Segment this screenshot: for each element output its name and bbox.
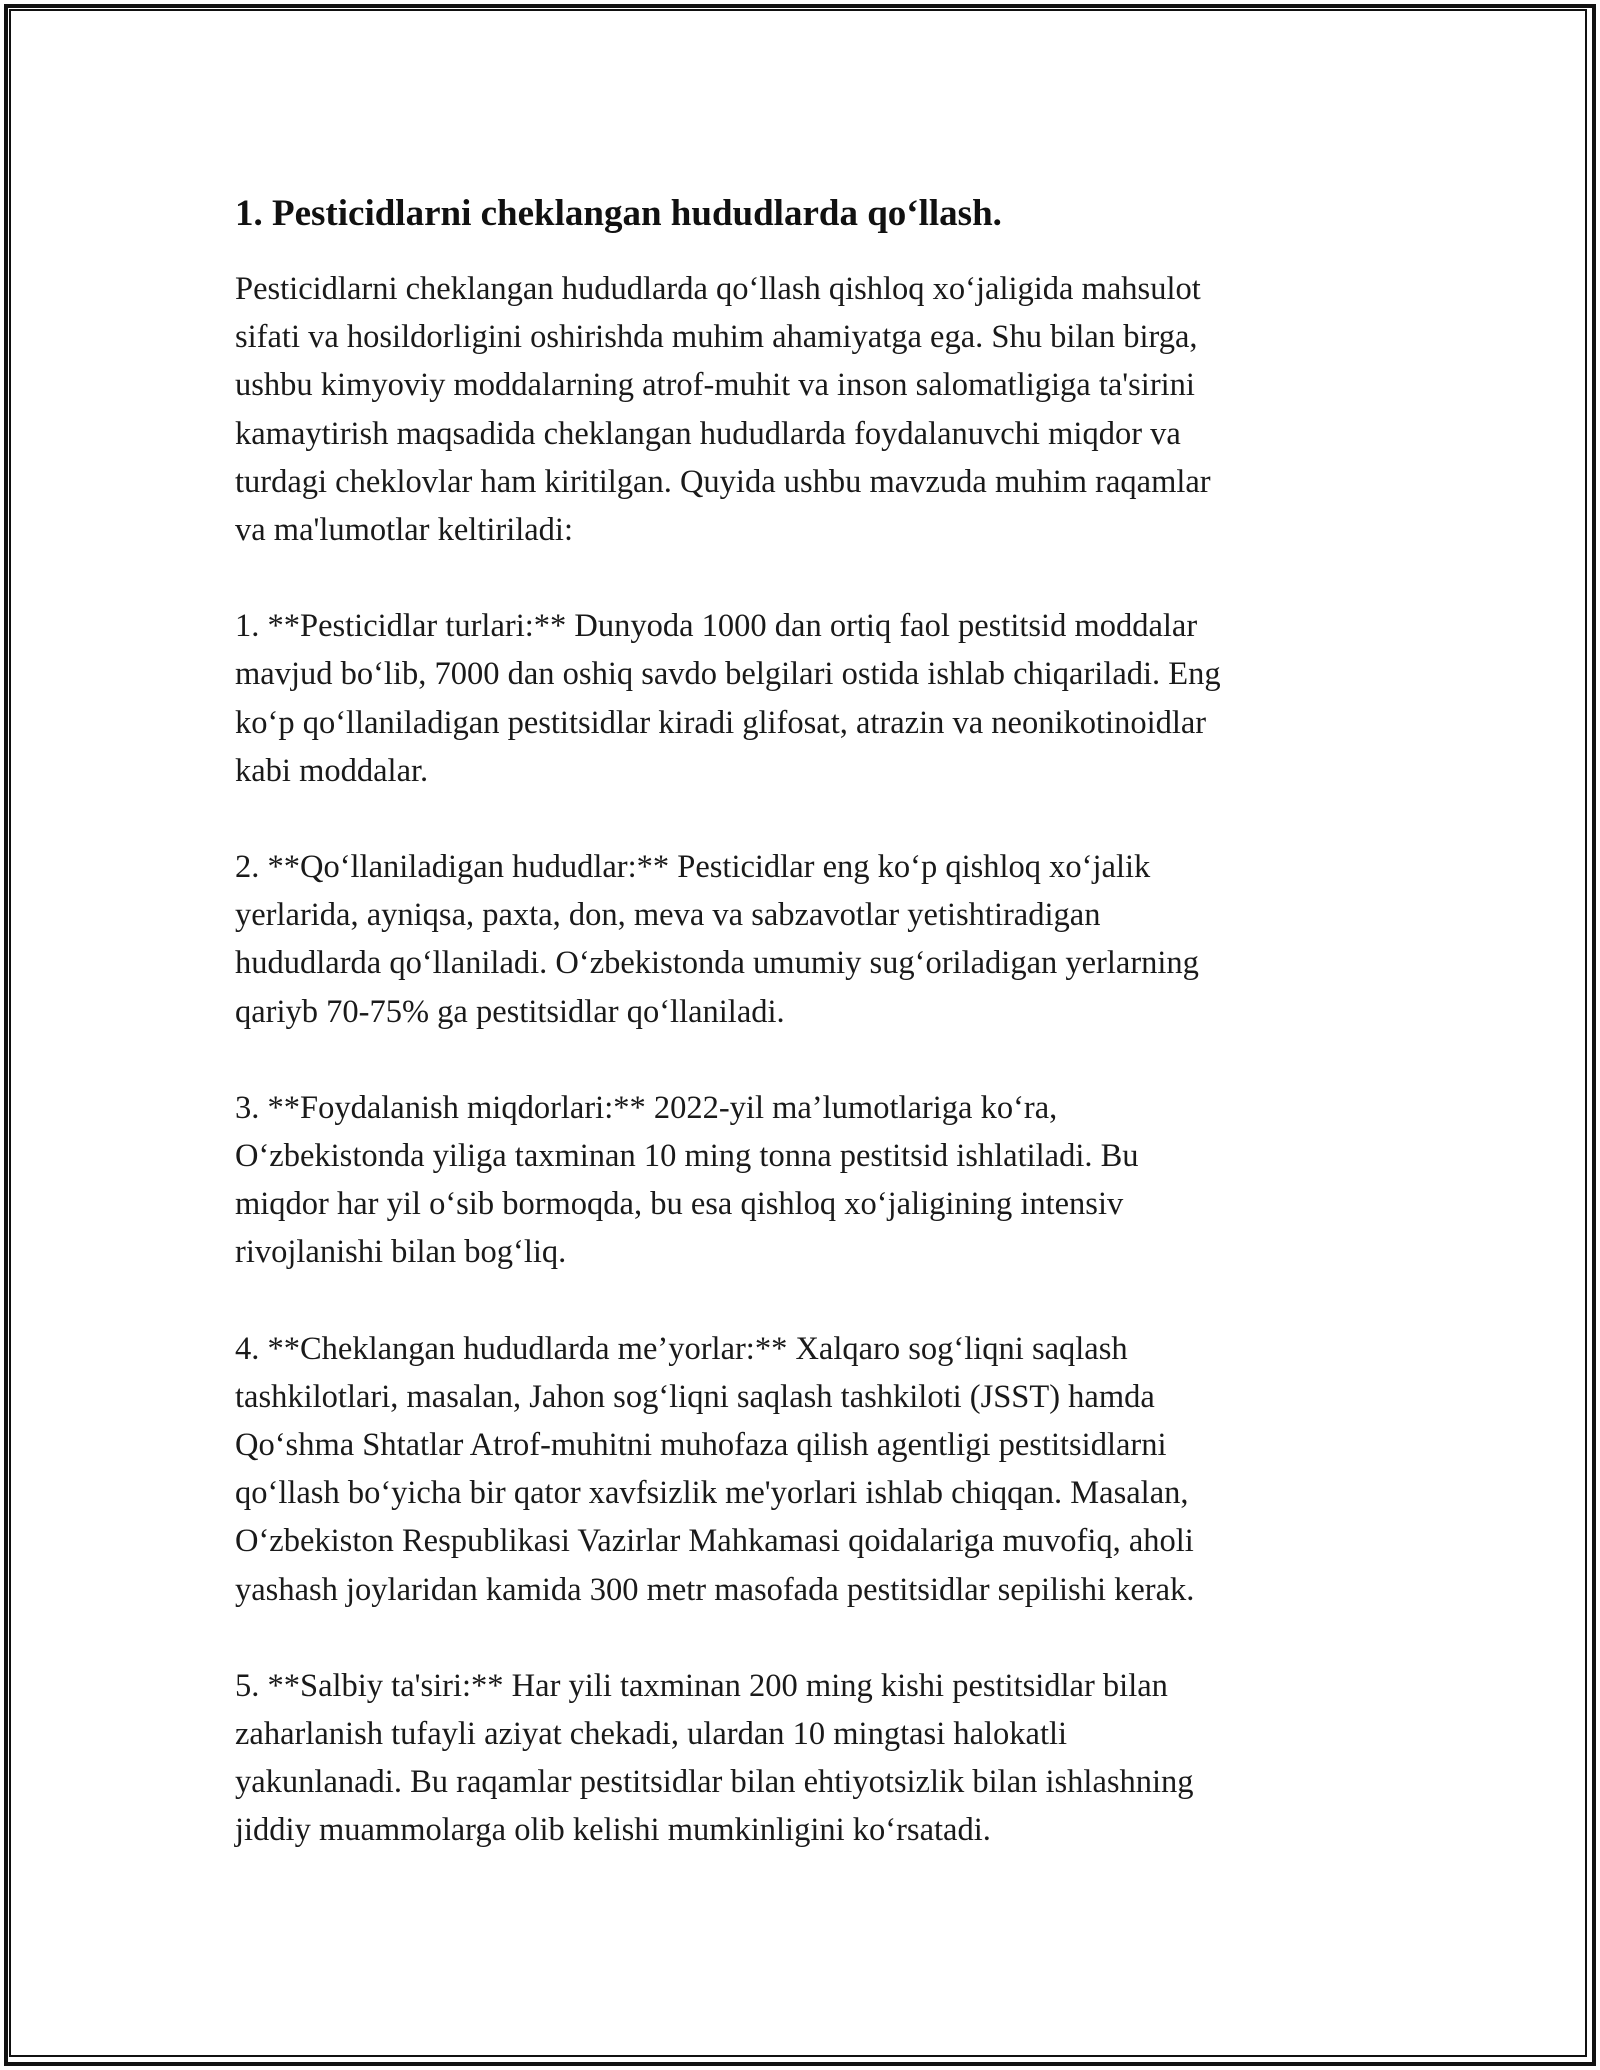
section-heading: 1. Pesticidlarni cheklangan hududlarda qo‘llash. <box>235 193 1002 234</box>
list-item-paragraph <box>235 843 1375 1036</box>
text-line: qo‘llash bo‘yicha bir qator xavfsizlik me'yorlari ishlab chiqqan. Masalan, <box>235 1475 1189 1512</box>
paragraph-list <box>235 265 1375 1855</box>
text-line: mavjud bo‘lib, 7000 dan oshiq savdo belgilari ostida ishlab chiqariladi. Eng <box>235 656 1221 693</box>
text-line: yashash joylaridan kamida 300 metr masofada pestitsidlar sepilishi kerak. <box>235 1571 1195 1608</box>
text-line: miqdor har yil o‘sib bormoqda, bu esa qishloq xo‘jaligining intensiv <box>235 1186 1124 1223</box>
text-line: jiddiy muammolarga olib kelishi mumkinligini ko‘rsatadi. <box>235 1812 991 1849</box>
text-line: 4. **Cheklangan hududlarda me’yorlar:** Xalqaro sog‘liqni saqlash <box>235 1330 1128 1367</box>
text-line: yakunlanadi. Bu raqamlar pestitsidlar bilan ehtiyotsizlik bilan ishlashning <box>235 1764 1194 1801</box>
text-line: kamaytirish maqsadida cheklangan hududlarda foydalanuvchi miqdor va <box>235 415 1181 452</box>
text-line: tashkilotlari, masalan, Jahon sog‘liqni saqlash tashkiloti (JSST) hamda <box>235 1378 1155 1415</box>
text-line: Qo‘shma Shtatlar Atrof-muhitni muhofaza qilish agentligi pestitsidlarni <box>235 1427 1167 1464</box>
text-line: 5. **Salbiy ta'siri:** Har yili taxminan 200 ming kishi pestitsidlar bilan <box>235 1667 1168 1704</box>
list-item-paragraph <box>235 602 1375 795</box>
text-line: 3. **Foydalanish miqdorlari:** 2022-yil ma’lumotlariga ko‘ra, <box>235 1089 1058 1126</box>
text-line: O‘zbekiston Respublikasi Vazirlar Mahkamasi qoidalariga muvofiq, aholi <box>235 1523 1194 1560</box>
intro-paragraph <box>235 265 1375 554</box>
list-item-paragraph <box>235 1662 1375 1855</box>
text-line: rivojlanishi bilan bog‘liq. <box>235 1234 567 1271</box>
text-line: turdagi cheklovlar ham kiritilgan. Quyida ushbu mavzuda muhim raqamlar <box>235 463 1211 500</box>
text-line: va ma'lumotlar keltiriladi: <box>235 512 573 549</box>
list-item-paragraph <box>235 1325 1375 1614</box>
text-line: ushbu kimyoviy moddalarning atrof-muhit va inson salomatligiga ta'sirini <box>235 367 1195 404</box>
text-line: 1. **Pesticidlar turlari:** Dunyoda 1000 dan ortiq faol pestitsid moddalar <box>235 608 1198 645</box>
text-line: kabi moddalar. <box>235 752 429 789</box>
text-line: ko‘p qo‘llaniladigan pestitsidlar kiradi glifosat, atrazin va neonikotinoidlar <box>235 704 1207 741</box>
text-line: 2. **Qo‘llaniladigan hududlar:** Pesticidlar eng ko‘p qishloq xo‘jalik <box>235 849 1151 886</box>
text-line: hududlarda qo‘llaniladi. O‘zbekistonda umumiy sug‘oriladigan yerlarning <box>235 945 1199 982</box>
text-line: sifati va hosildorligini oshirishda muhim ahamiyatga ega. Shu bilan birga, <box>235 319 1198 356</box>
list-item-paragraph <box>235 1084 1375 1277</box>
text-line: yerlarida, ayniqsa, paxta, don, meva va sabzavotlar yetishtiradigan <box>235 897 1101 934</box>
text-line: O‘zbekistonda yiliga taxminan 10 ming tonna pestitsid ishlatiladi. Bu <box>235 1138 1139 1175</box>
text-line: Pesticidlarni cheklangan hududlarda qo‘llash qishloq xo‘jaligida mahsulot <box>235 271 1201 307</box>
text-line: zaharlanish tufayli aziyat chekadi, ulardan 10 mingtasi halokatli <box>235 1716 1068 1753</box>
text-line: qariyb 70-75% ga pestitsidlar qo‘llaniladi. <box>235 993 785 1030</box>
document-body <box>235 188 1375 1903</box>
